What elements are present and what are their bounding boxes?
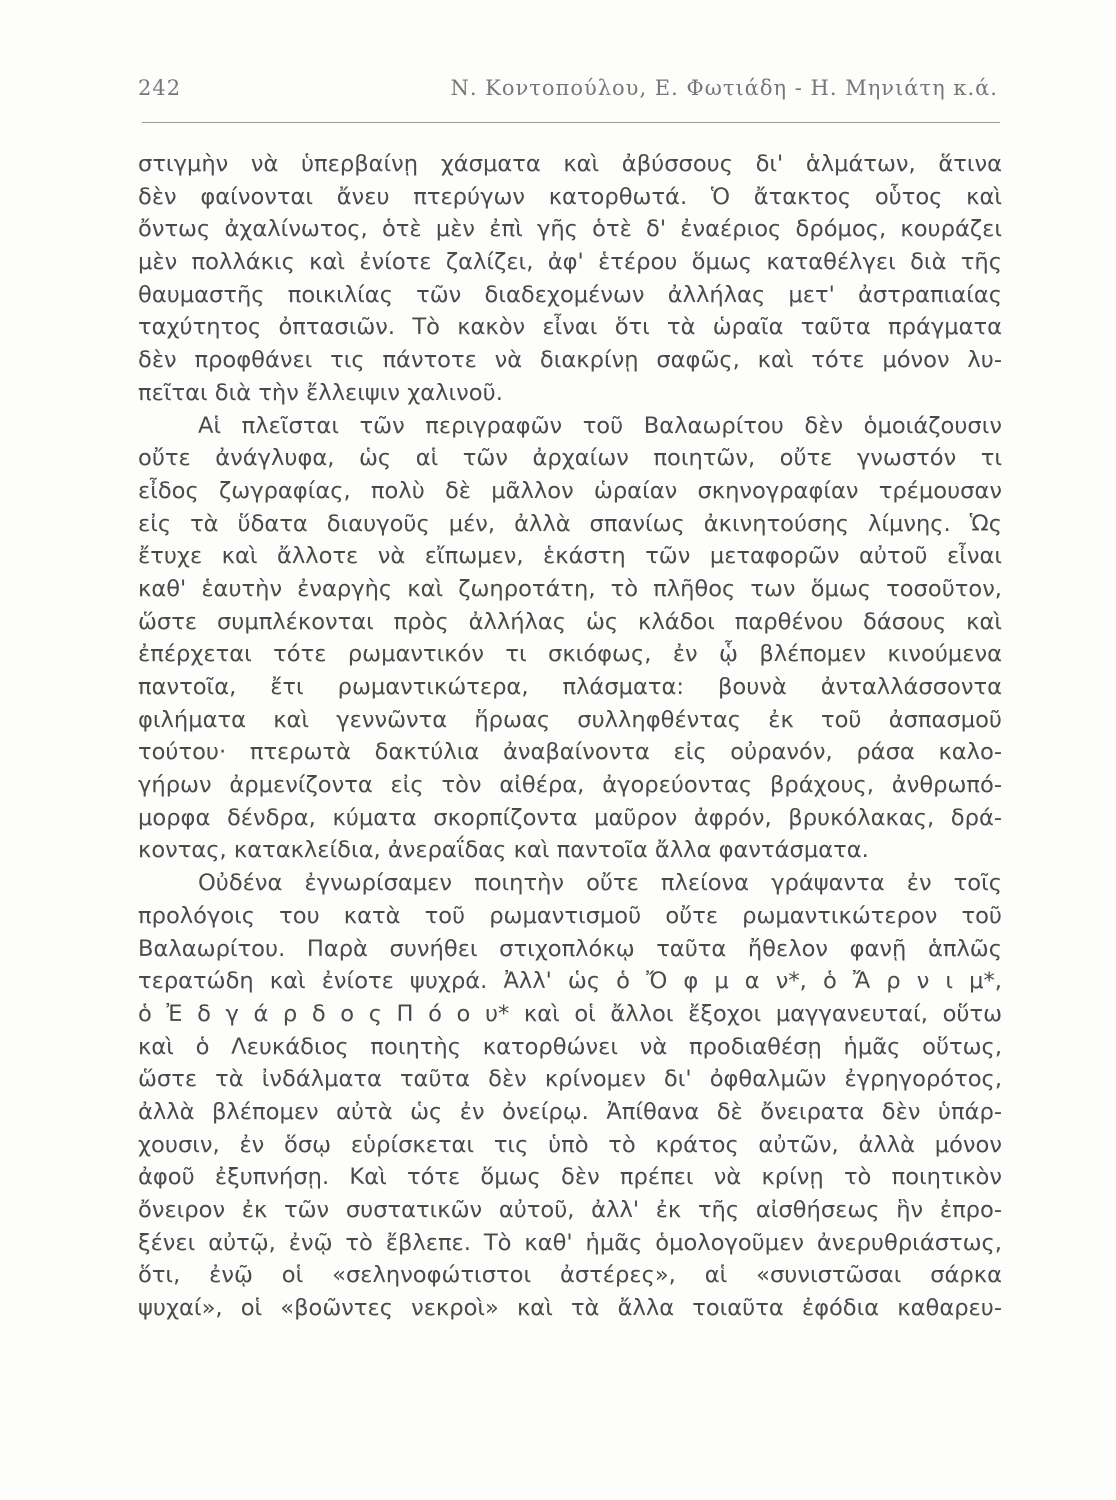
running-head: Ν. Κοντοπούλου, Ε. Φωτιάδη - Η. Μηνιάτη κ.ά. bbox=[450, 76, 998, 100]
text-line: δὲν φαίνονται ἄνευ πτερύγων κατορθωτά. Ὁ ἄτακτος οὗτος καὶ bbox=[138, 183, 1002, 210]
body-text bbox=[138, 148, 1002, 1325]
text-line: τούτου· πτερωτὰ δακτύλια ἀναβαίνοντα εἰς οὐρανόν, ράσα καλο- bbox=[138, 739, 1002, 766]
text-line: στιγμὴν νὰ ὑπερβαίνῃ χάσματα καὶ ἀβύσσους δι' ἁλμάτων, ἅτινα bbox=[138, 151, 1002, 177]
paragraph-start-line: Αἱ πλεῖσται τῶν περιγραφῶν τοῦ Βαλαωρίτου δὲν ὁμοιάζουσιν bbox=[198, 412, 1002, 439]
text-line: ὥστε τὰ ἰνδάλματα ταῦτα δὲν κρίνομεν δι' ὀφθαλμῶν ἐγρηγορότος, bbox=[138, 1066, 1002, 1093]
text-line: ταχύτητος ὀπτασιῶν. Τὸ κακὸν εἶναι ὅτι τὰ ὡραῖα ταῦτα πράγματα bbox=[138, 314, 1002, 341]
text-line: ὅτι, ἐνῷ οἱ «σεληνοφώτιστοι ἀστέρες», αἱ «συνιστῶσαι σάρκα bbox=[138, 1262, 1002, 1289]
text-line: μὲν πολλάκις καὶ ἐνίοτε ζαλίζει, ἀφ' ἑτέρου ὅμως καταθέλγει διὰ τῆς bbox=[138, 249, 1002, 276]
header-rule bbox=[142, 122, 1000, 123]
text-line: παντοῖα, ἔτι ρωμαντικώτερα, πλάσματα: βουνὰ ἀνταλλάσσοντα bbox=[138, 674, 1002, 700]
text-line: ἐπέρχεται τότε ρωμαντικόν τι σκιόφως, ἐν ᾧ βλέπομεν κινούμενα bbox=[138, 641, 1002, 668]
text-line: ὁ Ἐ δ γ ά ρ δ ο ς Π ό ο υ* καὶ οἱ ἄλλοι ἔξοχοι μαγγανευταί, οὕτω bbox=[138, 1000, 1002, 1027]
text-line: ξένει αὐτῷ, ἐνῷ τὸ ἔβλεπε. Τὸ καθ' ἡμᾶς ὁμολογοῦμεν ἀνερυθριάστως, bbox=[138, 1229, 1002, 1256]
paragraph-start-line: Οὐδένα ἐγνωρίσαμεν ποιητὴν οὔτε πλείονα γράψαντα ἐν τοῖς bbox=[198, 870, 1002, 897]
text-line: Βαλαωρίτου. Παρὰ συνήθει στιχοπλόκῳ ταῦτα ἤθελον φανῇ ἁπλῶς bbox=[138, 935, 1002, 962]
page-header bbox=[138, 76, 1002, 116]
text-line: ὄντως ἀχαλίνωτος, ὁτὲ μὲν ἐπὶ γῆς ὁτὲ δ' ἐναέριος δρόμος, κουράζει bbox=[138, 216, 1002, 243]
text-line: μορφα δένδρα, κύματα σκορπίζοντα μαῦρον ἀφρόν, βρυκόλακας, δρά- bbox=[138, 804, 1002, 831]
text-line: εἶδος ζωγραφίας, πολὺ δὲ μᾶλλον ὡραίαν σκηνογραφίαν τρέμουσαν bbox=[138, 477, 1002, 504]
text-line: καθ' ἑαυτὴν ἐναργὴς καὶ ζωηροτάτη, τὸ πλῆθος των ὅμως τοσοῦτον, bbox=[138, 575, 1002, 602]
text-line: οὔτε ἀνάγλυφα, ὡς αἱ τῶν ἀρχαίων ποιητῶν, οὔτε γνωστόν τι bbox=[138, 445, 1002, 472]
page-number: 242 bbox=[138, 76, 182, 100]
text-line: κοντας, κατακλείδια, ἀνεραΐδας καὶ παντοῖα ἄλλα φαντάσματα. bbox=[138, 837, 869, 864]
text-line: καὶ ὁ Λευκάδιος ποιητὴς κατορθώνει νὰ προδιαθέσῃ ἡμᾶς οὕτως, bbox=[138, 1033, 1002, 1060]
text-line: τερατώδη καὶ ἐνίοτε ψυχρά. Ἀλλ' ὡς ὁ Ὄ φ μ α ν*, ὁ Ἄ ρ ν ι μ*, bbox=[138, 968, 1002, 995]
text-line: ψυχαί», οἱ «βοῶντες νεκροὶ» καὶ τὰ ἄλλα τοιαῦτα ἐφόδια καθαρευ- bbox=[138, 1295, 1002, 1322]
text-line: ἀφοῦ ἐξυπνήσῃ. Καὶ τότε ὅμως δὲν πρέπει νὰ κρίνῃ τὸ ποιητικὸν bbox=[138, 1164, 1002, 1191]
text-line: φιλήματα καὶ γεννῶντα ἥρωας συλληφθέντας ἐκ τοῦ ἀσπασμοῦ bbox=[138, 706, 1002, 733]
text-line: γήρων ἀρμενίζοντα εἰς τὸν αἰθέρα, ἀγορεύοντας βράχους, ἀνθρωπό- bbox=[138, 772, 1002, 799]
text-line: προλόγοις του κατὰ τοῦ ρωμαντισμοῦ οὔτε ρωμαντικώτερον τοῦ bbox=[138, 902, 1002, 929]
text-line: ἔτυχε καὶ ἄλλοτε νὰ εἴπωμεν, ἑκάστη τῶν μεταφορῶν αὐτοῦ εἶναι bbox=[138, 543, 1002, 570]
text-line: δὲν προφθάνει τις πάντοτε νὰ διακρίνῃ σαφῶς, καὶ τότε μόνον λυ- bbox=[138, 347, 1002, 374]
text-line: θαυμαστῆς ποικιλίας τῶν διαδεχομένων ἀλλήλας μετ' ἀστραπιαίας bbox=[138, 281, 1002, 308]
text-line: ὄνειρον ἐκ τῶν συστατικῶν αὐτοῦ, ἀλλ' ἐκ τῆς αἰσθήσεως ἣν ἐπρο- bbox=[138, 1197, 1002, 1223]
text-line: ἀλλὰ βλέπομεν αὐτὰ ὡς ἐν ὀνείρῳ. Ἀπίθανα δὲ ὄνειρατα δὲν ὑπάρ- bbox=[138, 1098, 1002, 1125]
text-line: πεῖται διὰ τὴν ἔλλειψιν χαλινοῦ. bbox=[138, 379, 503, 406]
text-line: ὥστε συμπλέκονται πρὸς ἀλλήλας ὡς κλάδοι παρθένου δάσους καὶ bbox=[138, 608, 1002, 635]
text-line: χουσιν, ἐν ὅσῳ εὑρίσκεται τις ὑπὸ τὸ κράτος αὐτῶν, ἀλλὰ μόνον bbox=[138, 1131, 1002, 1158]
text-line: εἰς τὰ ὕδατα διαυγοῦς μέν, ἀλλὰ σπανίως ἀκινητούσης λίμνης. Ὡς bbox=[138, 510, 1002, 537]
